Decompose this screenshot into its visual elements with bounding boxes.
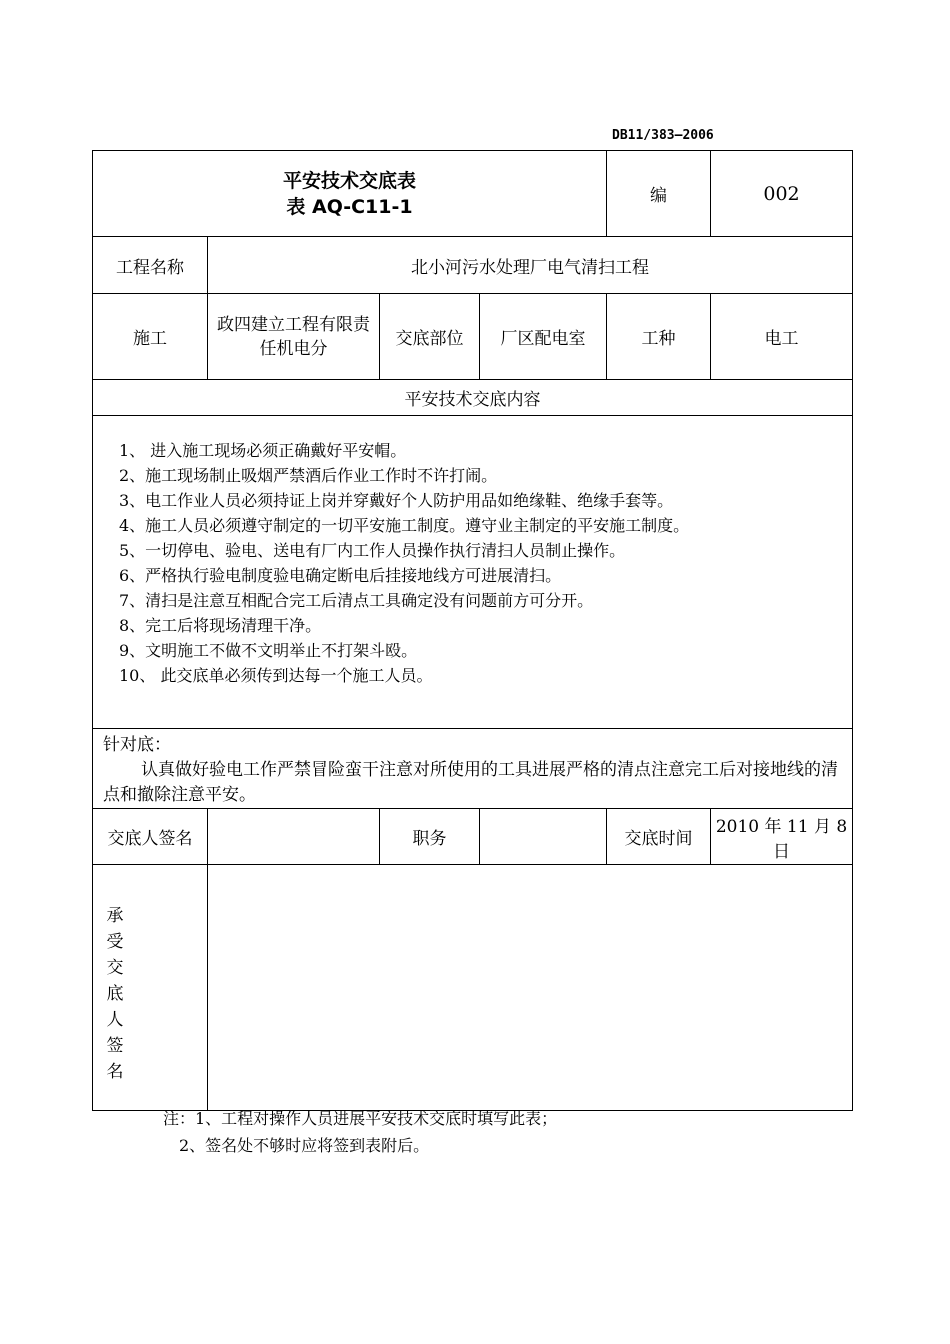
receiver-char: 受 [106, 932, 124, 952]
receiver-char: 底 [106, 984, 124, 1004]
signer-field[interactable] [208, 809, 380, 865]
targeted-label: 针对底： [103, 735, 171, 755]
construction-label: 施工 [93, 294, 208, 380]
note-1: 注：1、工程对操作人员进展平安技术交底时填写此表； [163, 1109, 558, 1128]
content-list [93, 416, 853, 729]
form-title-line2: 表 AQ-C11-1 [286, 195, 413, 218]
list-item: 10、 此交底单必须传到达每一个施工人员。 [119, 666, 433, 685]
project-label: 工程名称 [93, 237, 208, 294]
content-header: 平安技术交底内容 [93, 380, 853, 416]
form-title [93, 151, 607, 237]
standard-code: DB11/383—2006 [612, 128, 714, 143]
footnotes [163, 1105, 557, 1159]
receiver-char: 名 [106, 1062, 124, 1082]
position-label: 职务 [380, 809, 480, 865]
list-item: 5、一切停电、验电、送电有厂内工作人员操作执行清扫人员制止操作。 [119, 541, 626, 560]
list-item: 6、严格执行验电制度验电确定断电后挂接地线方可进展清扫。 [119, 566, 562, 585]
project-value: 北小河污水处理厂电气清扫工程 [208, 237, 853, 294]
location-label: 交底部位 [380, 294, 480, 380]
targeted-text: 认真做好验电工作严禁冒险蛮干注意对所使用的工具进展严格的清点注意完工后对接地线的清点和撤除注意平安。 [103, 760, 838, 805]
position-field[interactable] [480, 809, 607, 865]
receiver-char: 交 [106, 958, 124, 978]
receiver-char: 承 [106, 906, 124, 926]
list-item: 1、 进入施工现场必须正确戴好平安帽。 [119, 441, 407, 460]
safety-briefing-form [92, 150, 853, 1111]
list-item: 4、施工人员必须遵守制定的一切平安施工制度。遵守业主制定的平安施工制度。 [119, 516, 690, 535]
receiver-label [93, 865, 208, 1111]
receiver-char: 签 [106, 1036, 124, 1056]
trade-value: 电工 [711, 294, 853, 380]
signer-label: 交底人签名 [93, 809, 208, 865]
note-2: 2、签名处不够时应将签到表附后。 [179, 1136, 430, 1155]
number-label: 编 [607, 151, 711, 237]
form-title-line1: 平安技术交底表 [283, 169, 417, 192]
list-item: 3、电工作业人员必须持证上岗并穿戴好个人防护用品如绝缘鞋、绝缘手套等。 [119, 491, 674, 510]
receiver-signature-area[interactable] [208, 865, 853, 1111]
list-item: 7、清扫是注意互相配合完工后清点工具确定没有问题前方可分开。 [119, 591, 594, 610]
list-item: 9、文明施工不做不文明举止不打架斗殴。 [119, 641, 418, 660]
list-item: 2、施工现场制止吸烟严禁酒后作业工作时不许打闹。 [119, 466, 498, 485]
list-item: 8、完工后将现场清理干净。 [119, 616, 322, 635]
time-value: 2010 年 11 月 8 日 [711, 809, 853, 865]
construction-value: 政四建立工程有限责任机电分 [208, 294, 380, 380]
trade-label: 工种 [607, 294, 711, 380]
time-label: 交底时间 [607, 809, 711, 865]
targeted-section [93, 729, 853, 809]
receiver-char: 人 [106, 1010, 124, 1030]
location-value: 厂区配电室 [480, 294, 607, 380]
number-value: 002 [711, 151, 853, 237]
